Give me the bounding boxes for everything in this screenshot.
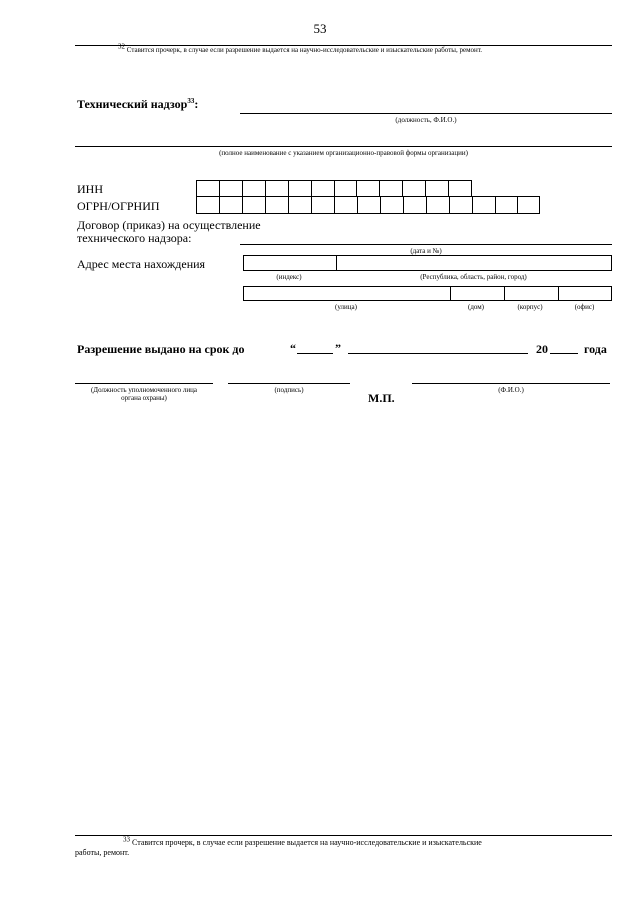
footnote-bottom-text-line1: Ставится прочерк, в случае если разрешение выдается на научно-исследовательские и изыскательские [132, 838, 482, 847]
footnote-top [118, 42, 612, 54]
organization-name-line[interactable] [75, 146, 612, 147]
inn-cell[interactable] [426, 181, 449, 196]
stamp-label: М.П. [368, 391, 395, 405]
caption-signatory-position-line2: органа охраны) [121, 394, 167, 402]
ogrn-cell[interactable] [220, 197, 243, 213]
permit-label: Разрешение выдано на срок до [77, 342, 245, 356]
ogrn-cell[interactable] [381, 197, 404, 213]
inn-cells[interactable] [196, 180, 472, 197]
caption-house: (дом) [467, 303, 485, 311]
caption-signatory-name: (Ф.И.О.) [498, 386, 524, 394]
ogrn-label: ОГРН/ОГРНИП [77, 199, 160, 213]
address-divider [336, 256, 337, 270]
ogrn-cell[interactable] [197, 197, 220, 213]
ogrn-cell[interactable] [358, 197, 381, 213]
signature-line[interactable] [228, 383, 350, 384]
caption-region: (Республика, область, район, город) [420, 273, 527, 281]
caption-organization: (полное наименование с указанием организационно-правовой формы организации) [219, 149, 468, 157]
inn-cell[interactable] [220, 181, 243, 196]
permit-month-line[interactable] [348, 353, 528, 354]
footnote-bottom [75, 835, 612, 858]
address-row-1[interactable] [243, 255, 612, 271]
ogrn-cell[interactable] [496, 197, 518, 213]
footnote-bottom-mark: 33 [123, 835, 130, 844]
inn-cell[interactable] [380, 181, 403, 196]
address-divider [558, 287, 559, 300]
ogrn-cells[interactable] [196, 196, 540, 214]
inn-cell[interactable] [403, 181, 426, 196]
ogrn-cell[interactable] [289, 197, 312, 213]
inn-cell[interactable] [312, 181, 335, 196]
inn-cell[interactable] [449, 181, 471, 196]
ogrn-cell[interactable] [312, 197, 335, 213]
contract-label [77, 219, 261, 245]
ogrn-cell[interactable] [243, 197, 266, 213]
permit-year-line[interactable] [550, 353, 578, 354]
ogrn-cell[interactable] [473, 197, 496, 213]
address-divider [450, 287, 451, 300]
quote-close: ” [335, 341, 341, 355]
ogrn-cell[interactable] [427, 197, 450, 213]
caption-signatory-position-line1: (Должность уполномоченного лица [90, 386, 198, 394]
caption-office: (офис) [574, 303, 595, 311]
inn-cell[interactable] [289, 181, 312, 196]
ogrn-cell[interactable] [450, 197, 473, 213]
inn-label: ИНН [77, 182, 103, 196]
technical-supervision-label [77, 97, 198, 112]
footnote-top-text: Ставится прочерк, в случае если разрешение выдается на научно-исследовательские и изыскательские работы, ремонт. [126, 46, 483, 54]
page-number: 53 [313, 21, 327, 36]
permit-year-prefix: 20 [536, 342, 548, 356]
inn-cell[interactable] [357, 181, 380, 196]
quote-open: “ [290, 341, 296, 355]
inn-cell[interactable] [266, 181, 289, 196]
caption-signatory-position [75, 386, 213, 402]
technical-supervision-mark: 33 [187, 97, 195, 105]
technical-supervision-colon: : [194, 97, 199, 111]
caption-position-name: (должность, Ф.И.О.) [395, 116, 457, 124]
caption-contract: (дата и №) [410, 247, 442, 255]
inn-cell[interactable] [197, 181, 220, 196]
footnote-bottom-text-line2: работы, ремонт. [75, 848, 130, 857]
caption-signature: (подпись) [274, 386, 304, 394]
ogrn-cell[interactable] [518, 197, 538, 213]
footnote-top-mark: 32 [118, 42, 125, 51]
ogrn-cell[interactable] [266, 197, 289, 213]
caption-building: (корпус) [517, 303, 543, 311]
ogrn-cell[interactable] [335, 197, 358, 213]
signatory-position-line[interactable] [75, 383, 213, 384]
address-row-2[interactable] [243, 286, 612, 301]
address-label: Адрес места нахождения [77, 257, 206, 271]
inn-cell[interactable] [335, 181, 358, 196]
technical-supervision-text: Технический надзор [77, 97, 188, 111]
contract-label-line2: технического надзора: [77, 231, 192, 245]
permit-day-line[interactable] [297, 353, 333, 354]
contract-line[interactable] [240, 244, 612, 245]
ogrn-cell[interactable] [404, 197, 427, 213]
signatory-name-line[interactable] [412, 383, 610, 384]
inn-cell[interactable] [243, 181, 266, 196]
address-divider [504, 287, 505, 300]
permit-year-suffix: года [584, 342, 607, 356]
caption-index: (индекс) [276, 273, 302, 281]
footnote-divider-bottom [75, 835, 612, 836]
supervisor-name-line[interactable] [240, 113, 612, 114]
caption-street: (улица) [335, 303, 357, 311]
contract-label-line1: Договор (приказ) на осуществление [77, 218, 261, 232]
